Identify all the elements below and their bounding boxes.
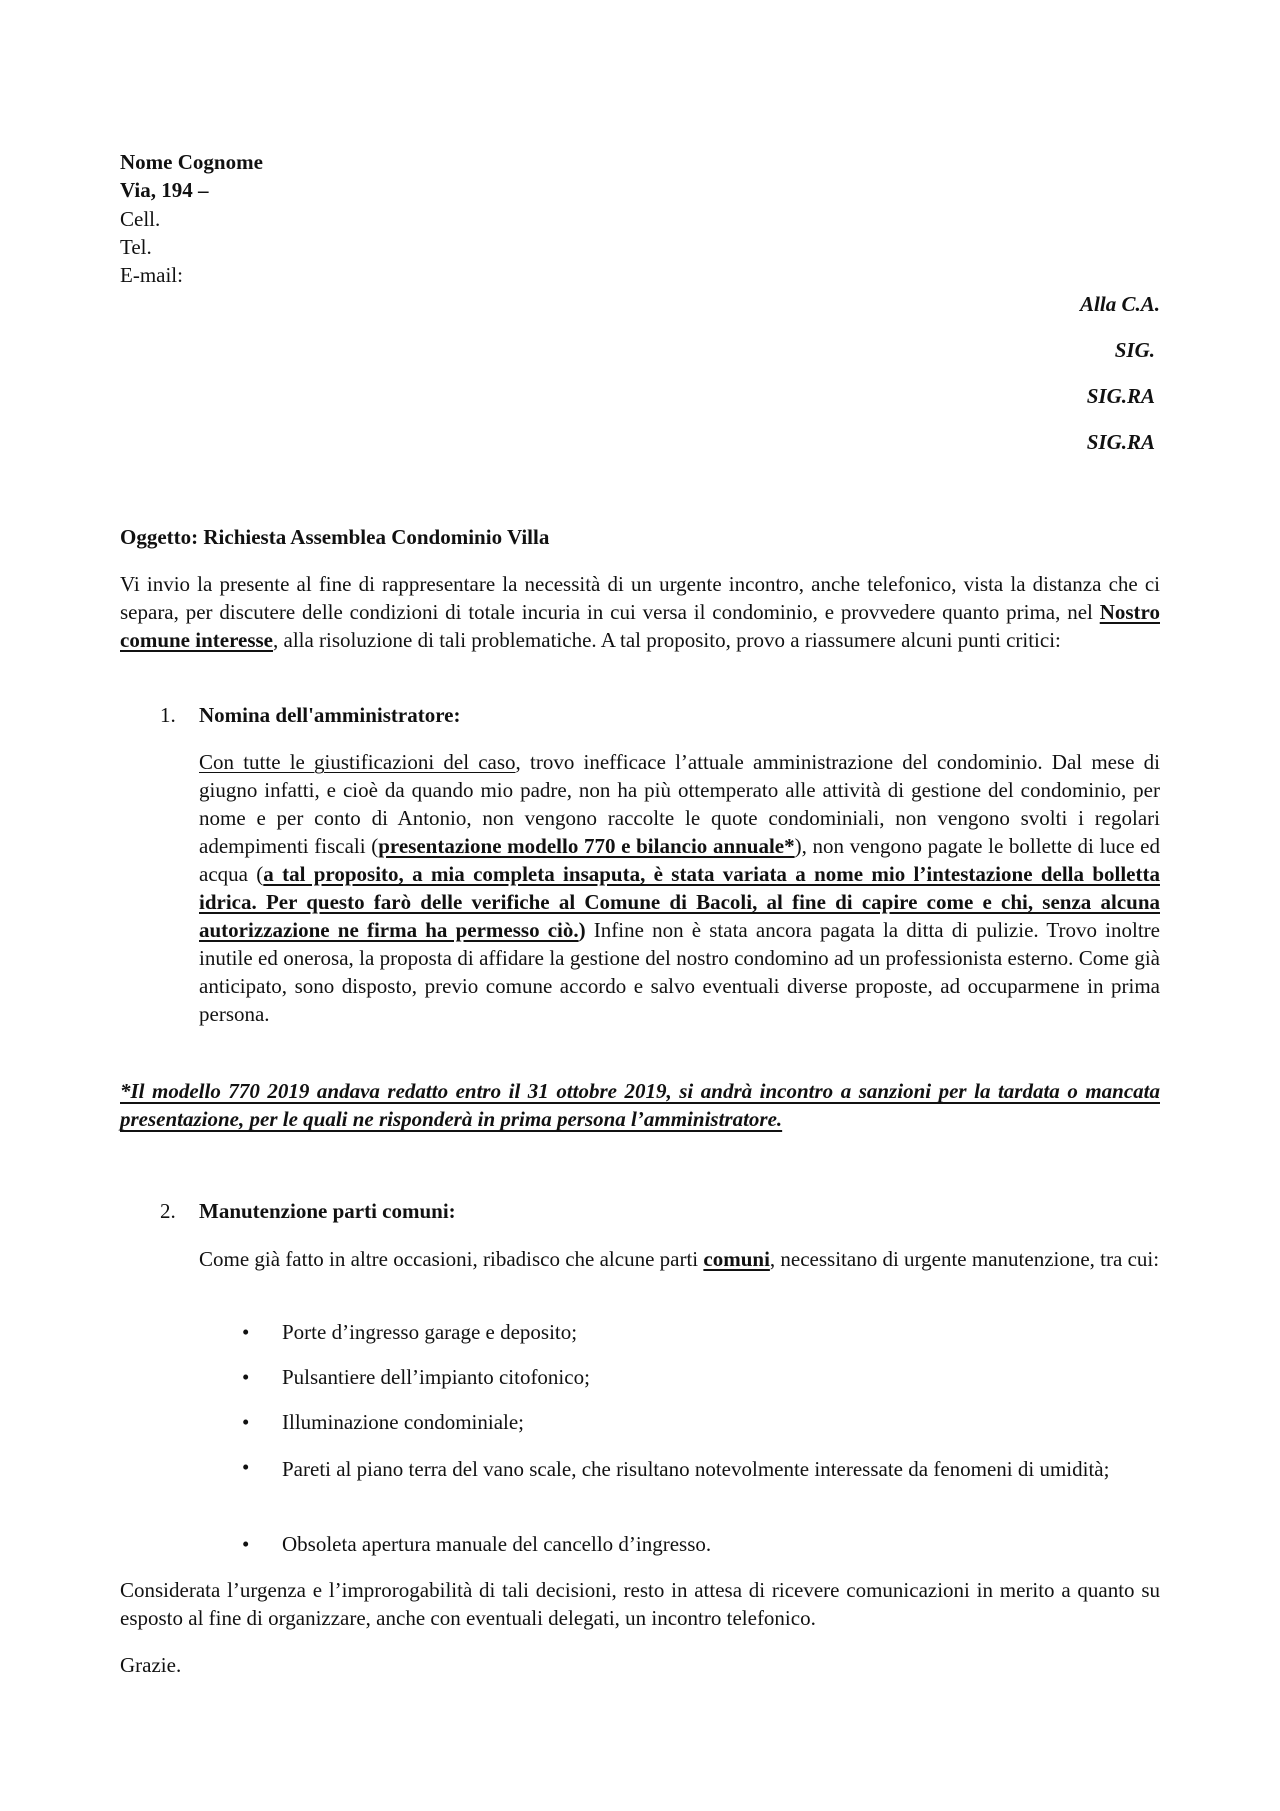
list-item: Pulsantiere dell’impianto citofonico; [282,1365,590,1389]
section-2-paragraph [199,1245,1160,1273]
section-1-bold-2-close: ) [578,918,586,942]
bullet-4-marker: • [242,1455,250,1479]
section-2-text-1: Come già fatto in altre occasioni, ribadisco che alcune parti [199,1247,704,1271]
recipient-attention: Alla C.A. [1080,292,1160,316]
bullet-5-marker: • [242,1532,250,1556]
intro-emphasis: Nostro comune interesse [120,600,1160,652]
sender-address: Via, 194 – [120,178,209,202]
intro-paragraph [120,570,1160,654]
bullet-2-marker: • [242,1365,250,1389]
section-1-text-3: Infine non è stata ancora pagata la ditta di pulizie. Trovo inoltre inutile ed onerosa, la proposta di affidare la gestione del nostro condomino ad un professionista esterno. Come già anticipato, sono disposto, previo comune accordo e salvo eventuali diverse proposte, ad occuparmene in prima persona. [199,918,1160,1026]
list-item: Pareti al piano terra del vano scale, che risultano notevolmente interessate da fenomeni di umidità; [282,1457,1110,1481]
bullet-1-marker: • [242,1320,250,1344]
intro-text-1: Vi invio la presente al fine di rappresentare la necessità di un urgente incontro, anche telefonico, vista la distanza che ci separa, per discutere delle condizioni di totale incuria in cui versa il condominio, e provvedere quanto prima, nel [120,572,1160,624]
recipient-2: SIG.RA [1086,384,1155,408]
intro-text-2: , alla risoluzione di tali problematiche. A tal proposito, provo a riassumere alcuni punti critici: [273,628,1061,652]
section-1-text-2: ), non vengono pagate le bollette di luce ed acqua ( [199,834,1160,886]
section-1-text-1: , trovo inefficace l’attuale amministrazione del condominio. Dal mese di giugno infatti, e cioè da quando mio padre, non ha più ottemperato alle attività di gestione del condominio, per nome e per conto di Antonio, non vengono raccolte le quote condominiali, non vengono svolti i regolari adempimenti fiscali ( [199,750,1160,858]
section-2-title: Manutenzione parti comuni: [199,1199,456,1223]
closing-paragraph: Considerata l’urgenza e l’improrogabilità di tali decisioni, resto in attesa di ricevere comunicazioni in merito a quanto su esposto al fine di organizzare, anche con eventuali delegati, un incontro telefonico. [120,1578,1160,1630]
list-item: Obsoleta apertura manuale del cancello d’ingresso. [282,1532,712,1556]
section-1-bold-2: a tal proposito, a mia completa insaputa, è stata variata a nome mio l’intestazione della bolletta idrica. Per questo farò delle verifiche al Comune di Bacoli, al fine di capire come e chi, senza alcuna autorizzazione ne firma ha permesso ciò. [199,862,1160,942]
subject-line: Oggetto: Richiesta Assemblea Condominio Villa [120,525,550,549]
footnote: *Il modello 770 2019 andava redatto entro il 31 ottobre 2019, si andrà incontro a sanzioni per la tardata o mancata presentazione, per le quali ne risponderà in prima persona l’amministratore. [120,1079,1160,1131]
sender-name: Nome Cognome [120,150,263,174]
section-1-bold-1: presentazione modello 770 e bilancio annuale* [378,834,795,858]
recipient-1: SIG. [1114,338,1155,362]
section-1-number: 1. [160,703,176,727]
list-item: Illuminazione condominiale; [282,1410,525,1434]
recipient-3: SIG.RA [1086,430,1155,454]
sender-cell: Cell. [120,207,161,231]
sender-email: E-mail: [120,263,183,287]
section-2-number: 2. [160,1199,176,1223]
thanks: Grazie. [120,1653,182,1677]
list-item: Porte d’ingresso garage e deposito; [282,1320,578,1344]
section-1-title: Nomina dell'amministratore: [199,703,461,727]
section-2-text-2: , necessitano di urgente manutenzione, tra cui: [769,1247,1160,1271]
section-2-emphasis: comuni [703,1247,770,1271]
section-1-paragraph [199,748,1160,1028]
section-1-underlined-start: Con tutte le giustificazioni del caso [199,750,516,774]
bullet-3-marker: • [242,1410,250,1434]
sender-tel: Tel. [120,235,152,259]
